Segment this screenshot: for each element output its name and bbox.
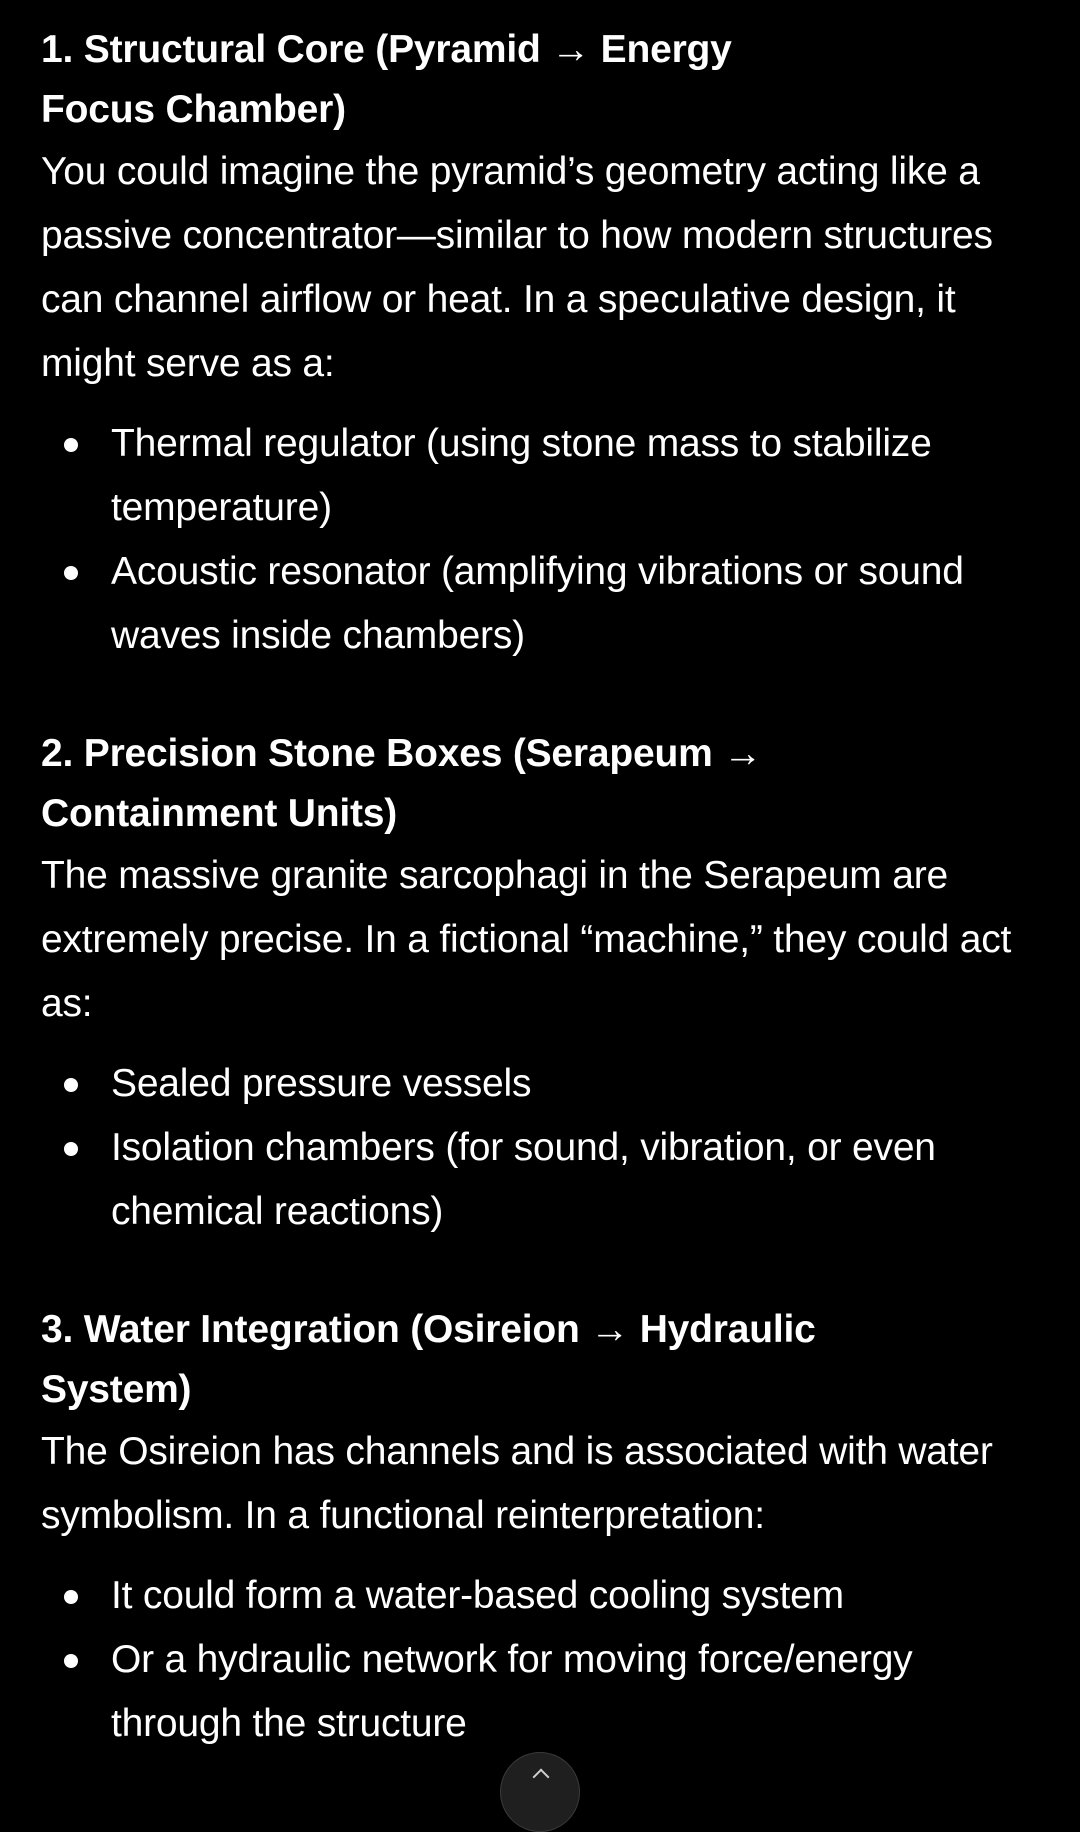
list-item [41, 540, 1051, 668]
list-item-text: Isolation chambers (for sound, vibration, or even chemical reactions) [111, 1126, 936, 1233]
bullet-list [41, 1564, 1051, 1756]
section-gap [41, 1244, 1051, 1300]
section-structural-core [41, 20, 1051, 668]
list-item [41, 1628, 1051, 1756]
bullet-dot-icon [64, 1590, 78, 1604]
section-paragraph: The Osireion has channels and is associated with water symbolism. In a functional reinterpretation: [41, 1430, 993, 1537]
list-item-text: Thermal regulator (using stone mass to stabilize temperature) [111, 422, 932, 529]
section-paragraph: You could imagine the pyramid’s geometry acting like a passive concentrator—similar to how modern structures can channel airflow or heat. In a speculative design, it might serve as a: [41, 150, 993, 385]
list-item-text: Acoustic resonator (amplifying vibrations or sound waves inside chambers) [111, 550, 964, 657]
list-item-text: It could form a water-based cooling system [111, 1574, 844, 1617]
section-precision-stone-boxes [41, 724, 1051, 1244]
bullet-dot-icon [64, 438, 78, 452]
section-heading: 2. Precision Stone Boxes (Serapeum → Containment Units) [41, 732, 763, 835]
section-heading: 1. Structural Core (Pyramid → Energy Focus Chamber) [41, 28, 732, 131]
bullet-dot-icon [64, 1142, 78, 1156]
section-paragraph: The massive granite sarcophagi in the Serapeum are extremely precise. In a fictional “machine,” they could act as: [41, 854, 1012, 1025]
list-item-text: Or a hydraulic network for moving force/energy through the structure [111, 1638, 913, 1745]
message-content [41, 20, 1051, 1756]
list-item-text: Sealed pressure vessels [111, 1062, 532, 1105]
list-item [41, 1564, 1051, 1628]
list-item [41, 1052, 1051, 1116]
list-item [41, 412, 1051, 540]
chevron-down-icon [533, 1769, 550, 1786]
scroll-to-bottom-button[interactable] [500, 1752, 580, 1832]
section-heading: 3. Water Integration (Osireion → Hydraulic System) [41, 1308, 816, 1411]
bullet-dot-icon [64, 566, 78, 580]
section-gap [41, 668, 1051, 724]
bullet-dot-icon [64, 1078, 78, 1092]
bullet-list [41, 1052, 1051, 1244]
bullet-dot-icon [64, 1654, 78, 1668]
section-water-integration [41, 1300, 1051, 1756]
list-item [41, 1116, 1051, 1244]
bullet-list [41, 412, 1051, 668]
